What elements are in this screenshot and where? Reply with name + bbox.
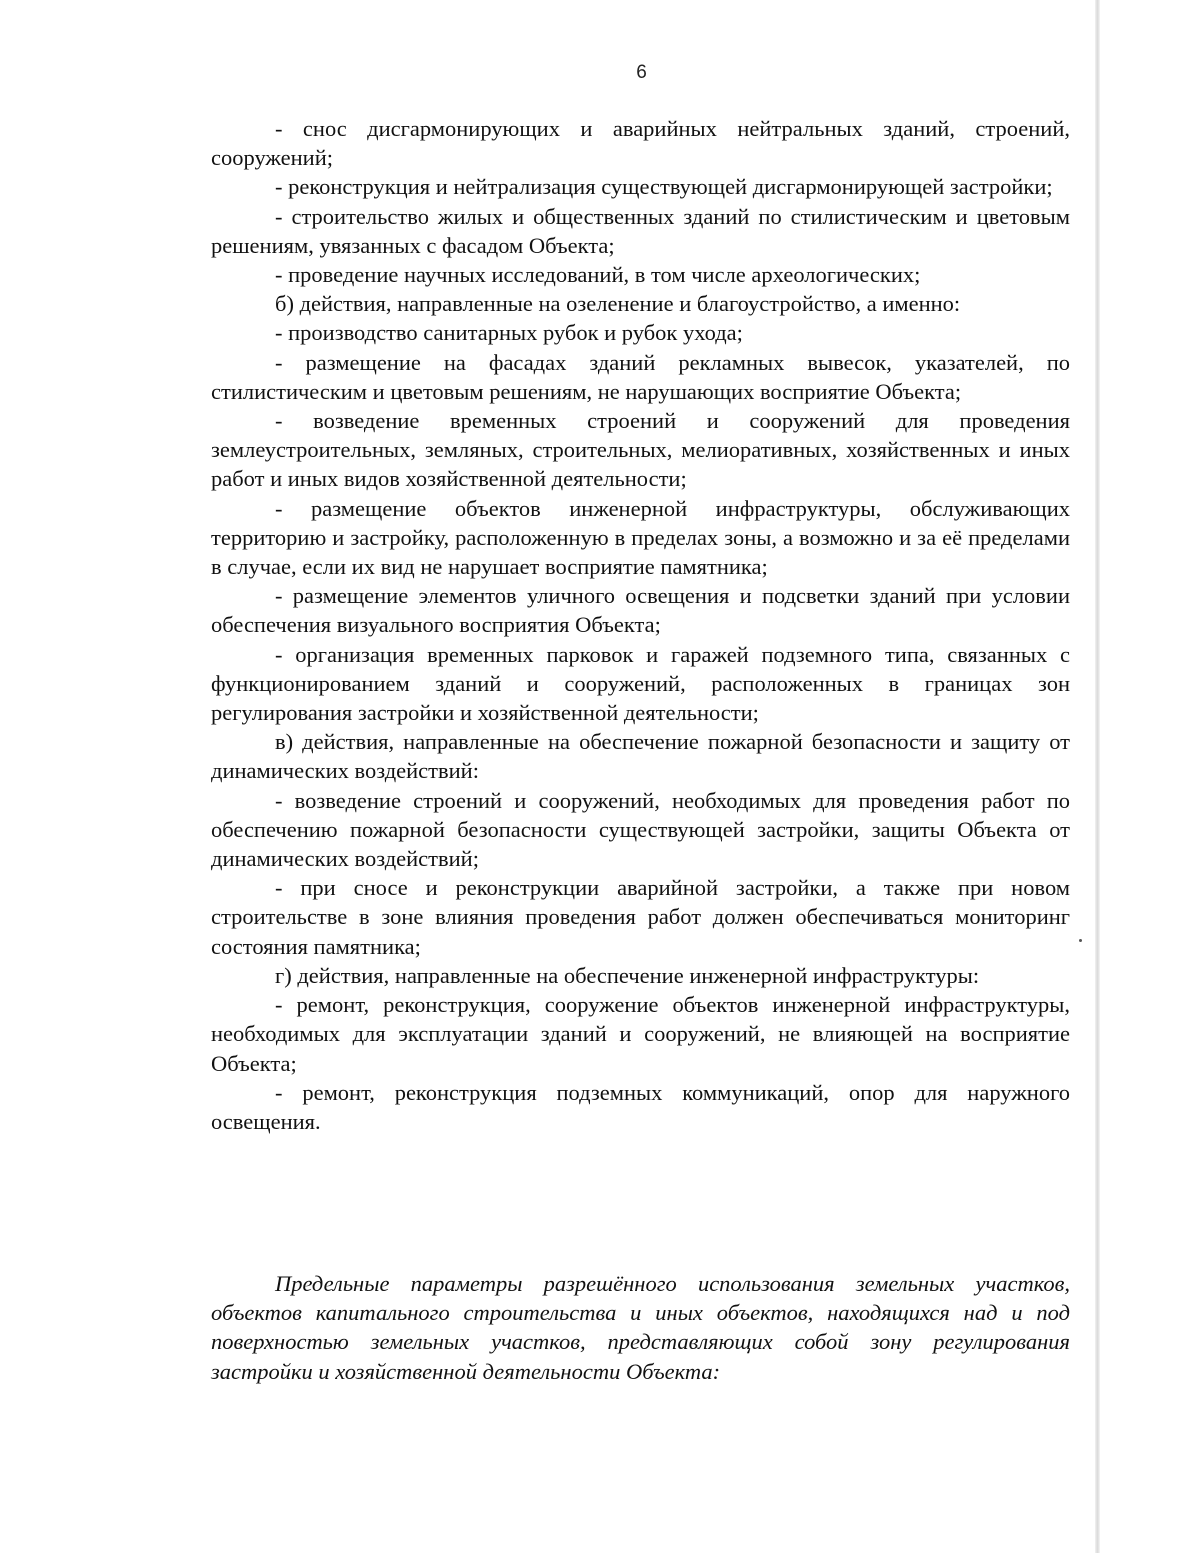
paragraph: - снос дисгармонирующих и аварийных нейтральных зданий, строений, сооружений; bbox=[211, 116, 1070, 171]
paragraph: - организация временных парковок и гаражей подземного типа, связанных с функционированием зданий и сооружений, расположенных в границах зон регулирования застройки и хозяйственной деятельности; bbox=[211, 641, 1070, 726]
paragraph: - производство санитарных рубок и рубок ухода; bbox=[275, 320, 743, 346]
scan-edge-shadow bbox=[1095, 0, 1100, 1553]
paragraph: - размещение объектов инженерной инфраструктуры, обслуживающих территорию и застройку, расположенную в пределах зоны, а возможно и за её пределами в случае, если их вид не нарушает восприятие памятника; bbox=[211, 495, 1070, 580]
page-number: 6 bbox=[636, 62, 647, 83]
paragraph: - возведение временных строений и сооружений для проведения землеустроительных, земляных, строительных, мелиоративных, хозяйственных и иных работ и иных видов хозяйственной деятельности; bbox=[211, 408, 1070, 492]
italic-section-heading bbox=[211, 1269, 1070, 1386]
paragraph: - размещение элементов уличного освещения и подсветки зданий при условии обеспечения визуального восприятия Объекта; bbox=[211, 583, 1070, 638]
paragraph: - возведение строений и сооружений, необходимых для проведения работ по обеспечению пожарной безопасности существующей застройки, защиты Объекта от динамических воздействий; bbox=[211, 787, 1070, 872]
paragraph: - ремонт, реконструкция, сооружение объектов инженерной инфраструктуры, необходимых для эксплуатации зданий и сооружений, не влияющей на восприятие Объекта; bbox=[211, 992, 1070, 1076]
paragraph: - при сносе и реконструкции аварийной застройки, а также при новом строительстве в зоне влияния проведения работ должен обеспечиваться мониторинг состояния памятника; bbox=[211, 875, 1070, 959]
document-body bbox=[211, 114, 1070, 1136]
paragraph: - ремонт, реконструкция подземных коммуникаций, опор для наружного освещения. bbox=[211, 1079, 1070, 1134]
paragraph: - размещение на фасадах зданий рекламных вывесок, указателей, по стилистическим и цветовым решениям, не нарушающих восприятие Объекта; bbox=[211, 349, 1070, 404]
paragraph: в) действия, направленные на обеспечение пожарной безопасности и защиту от динамических воздействий: bbox=[211, 729, 1070, 784]
paragraph: - строительство жилых и общественных зданий по стилистическим и цветовым решениям, увязанных с фасадом Объекта; bbox=[211, 203, 1070, 258]
paragraph: - проведение научных исследований, в том числе археологических; bbox=[275, 262, 921, 288]
scan-speck bbox=[1079, 939, 1082, 942]
italic-paragraph: Предельные параметры разрешённого использования земельных участков, объектов капитального строительства и иных объектов, находящихся над и под поверхностью земельных участков, представляющих собой зону регулирования застройки и хозяйственной деятельности Объекта: bbox=[211, 1271, 1070, 1384]
paragraph: - реконструкция и нейтрализация существующей дисгармонирующей застройки; bbox=[275, 174, 1053, 200]
paragraph: б) действия, направленные на озеленение и благоустройство, а именно: bbox=[275, 291, 961, 317]
paragraph: г) действия, направленные на обеспечение инженерной инфраструктуры: bbox=[275, 962, 980, 988]
